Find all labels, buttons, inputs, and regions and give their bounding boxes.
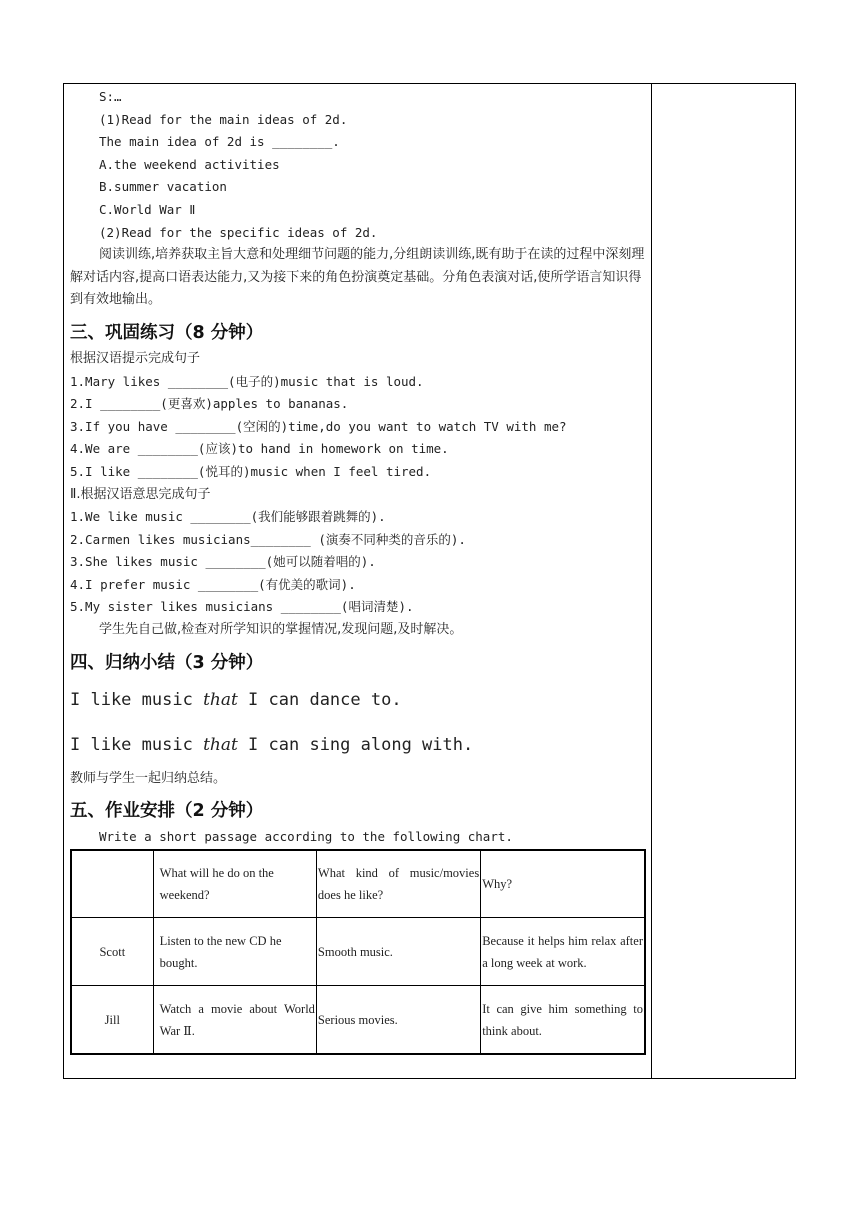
header-cell: [71, 850, 153, 918]
table-cell: Watch a movie about World War Ⅱ.: [153, 986, 316, 1054]
exercise2-item: 1.We like music ________(我们能够跟着跳舞的).: [70, 509, 386, 525]
exercise2-item: 3.She likes music ________(她可以随着唱的).: [70, 554, 376, 570]
exercise2-item: 4.I prefer music ________(有优美的歌词).: [70, 576, 356, 592]
section5-heading: 五、作业安排（2 分钟）: [70, 801, 264, 822]
homework-intro: Write a short passage according to the following chart.: [99, 829, 513, 845]
table-cell: Serious movies.: [316, 986, 480, 1054]
main-idea-question: The main idea of 2d is ________.: [99, 134, 340, 150]
exercise1-item: 4.We are ________(应该)to hand in homework on time.: [70, 441, 449, 457]
table-row: [71, 850, 645, 918]
section3-sub1: 根据汉语提示完成句子: [70, 350, 201, 366]
header-cell: What kind of music/movies does he like?: [316, 850, 480, 918]
table-cell: Listen to the new CD he bought.: [153, 918, 316, 986]
table-cell: It can give him something to think about.: [481, 986, 645, 1054]
section4-heading: 四、归纳小结（3 分钟）: [70, 652, 264, 673]
section4-note: 教师与学生一起归纳总结。: [70, 770, 227, 786]
table-cell: Because it helps him relax after a long week at work.: [481, 918, 645, 986]
exercise1-item: 3.If you have ________(空闲的)time,do you want to watch TV with me?: [70, 418, 567, 434]
summary-sentence-2: I like music that I can sing along with.: [70, 734, 474, 755]
header-cell: Why?: [481, 850, 645, 918]
exercise1-item: 2.I ________(更喜欢)apples to bananas.: [70, 396, 349, 412]
table-cell: Scott: [71, 918, 153, 986]
homework-chart: [70, 849, 646, 1055]
section3-sub2: Ⅱ.根据汉语意思完成句子: [70, 486, 211, 502]
option-a: A.the weekend activities: [99, 156, 280, 172]
exercise2-item: 2.Carmen likes musicians________ (演奏不同种类的音乐的).: [70, 531, 466, 547]
reading-item-1: (1)Read for the main ideas of 2d.: [99, 111, 348, 127]
main-column: [70, 86, 646, 1055]
section3-note: 学生先自己做,检查对所学知识的掌握情况,发现问题,及时解决。: [99, 622, 463, 638]
column-divider: [651, 83, 652, 1079]
table-row: [71, 918, 645, 986]
header-cell: What will he do on the weekend?: [153, 850, 316, 918]
section3-heading: 三、巩固练习（8 分钟）: [70, 322, 264, 343]
exercise1-item: 5.I like ________(悦耳的)music when I feel tired.: [70, 463, 432, 479]
table-row: [71, 986, 645, 1054]
option-b: B.summer vacation: [99, 179, 227, 195]
reading-item-2: (2)Read for the specific ideas of 2d.: [99, 224, 378, 240]
table-cell: Smooth music.: [316, 918, 480, 986]
summary-sentence-1: I like music that I can dance to.: [70, 689, 402, 710]
exercise2-item: 5.My sister likes musicians ________(唱词清楚).: [70, 599, 414, 615]
table-cell: Jill: [71, 986, 153, 1054]
reading-note: 阅读训练,培养获取主旨大意和处理细节问题的能力,分组朗读训练,既有助于在读的过程中深刻理解对话内容,提高口语表达能力,又为接下来的角色扮演奠定基础。分角色表演对话,使所学语言知识得到有效地输出。: [70, 247, 645, 308]
option-c: C.World War Ⅱ: [99, 201, 196, 217]
exercise1-item: 1.Mary likes ________(电子的)music that is loud.: [70, 373, 424, 389]
s-line: S:…: [99, 89, 122, 104]
